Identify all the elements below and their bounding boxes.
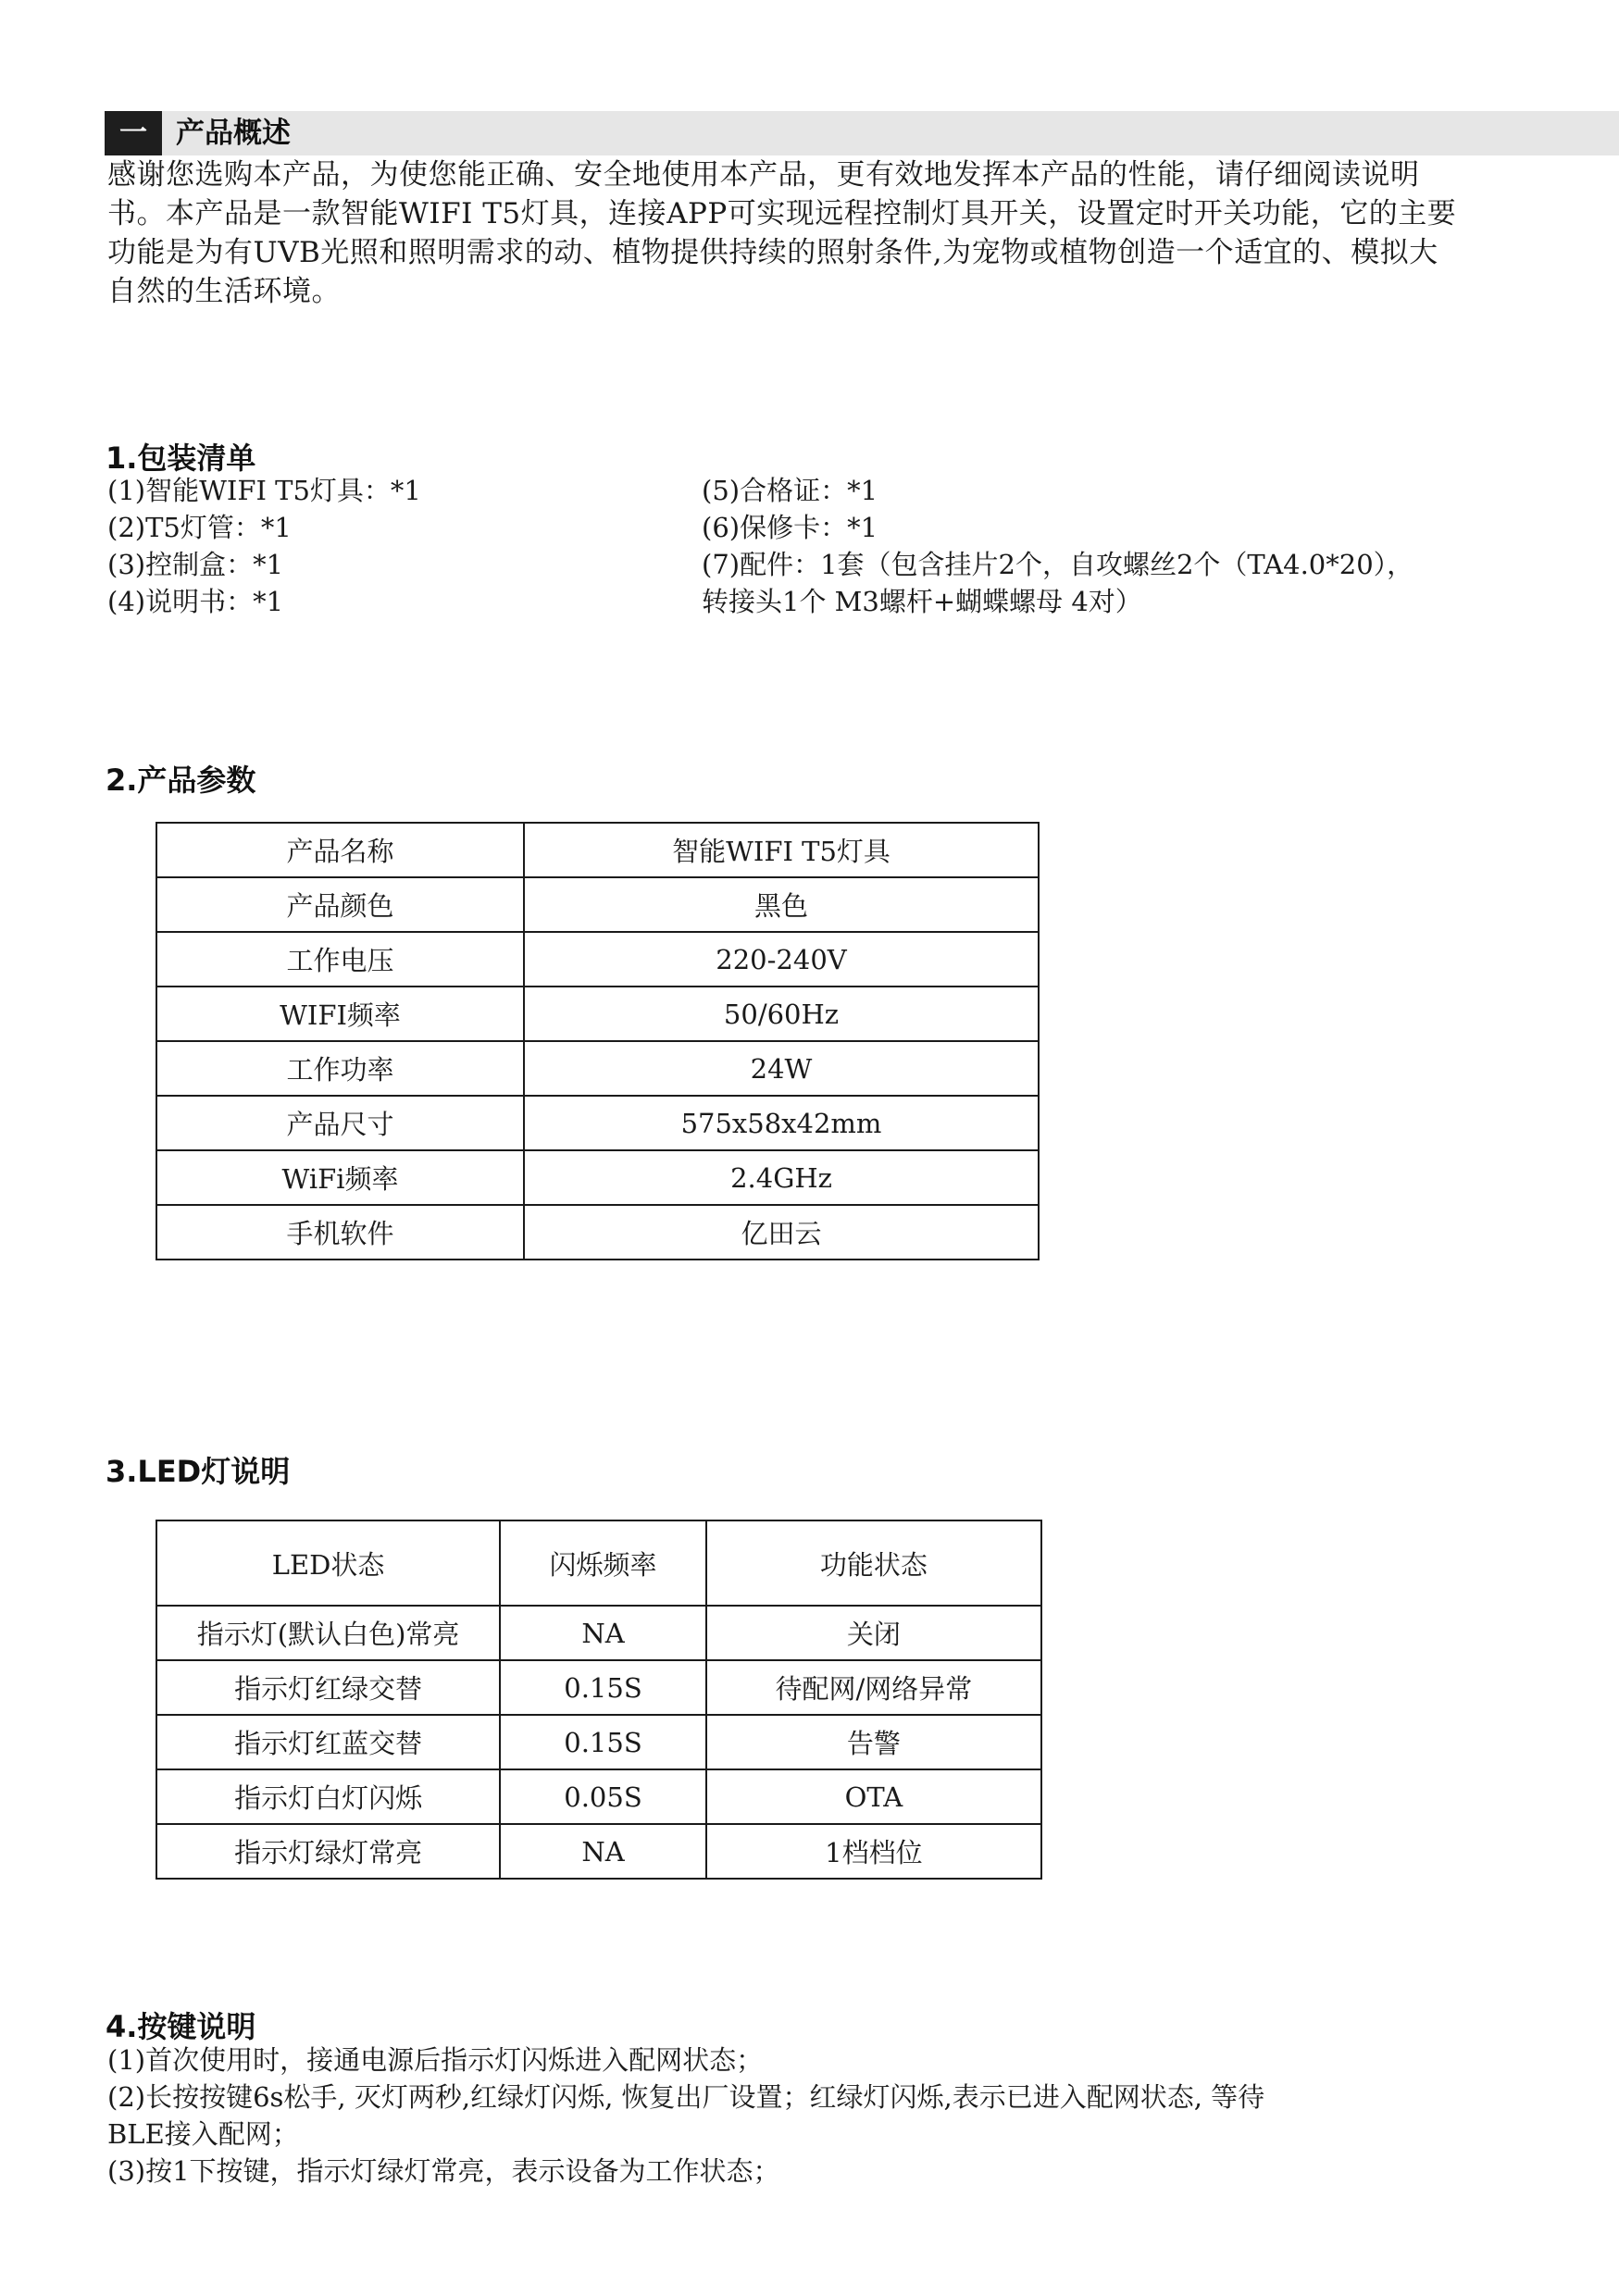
table-row xyxy=(156,1150,1039,1205)
table-row xyxy=(156,1096,1039,1150)
section-title: 产品概述 xyxy=(176,117,291,150)
param-value: 2.4GHz xyxy=(524,1150,1039,1205)
table-header-row xyxy=(156,1520,1041,1606)
param-value: 亿田云 xyxy=(524,1205,1039,1260)
packing-item: 转接头1个 M3螺杆+蝴蝶螺母 4对） xyxy=(702,586,1142,617)
param-value: 575x58x42mm xyxy=(524,1096,1039,1150)
overview-paragraph xyxy=(107,155,1514,311)
table-row xyxy=(156,823,1039,877)
function-state: 关闭 xyxy=(706,1606,1041,1660)
paragraph-line: 感谢您选购本产品，为使您能正确、安全地使用本产品，更有效地发挥本产品的性能，请仔细阅读说明 xyxy=(107,158,1420,192)
packing-item: (4)说明书：*1 xyxy=(107,586,284,617)
led-state: 指示灯红绿交替 xyxy=(156,1660,500,1715)
button-note: (3)按1下按键，指示灯绿灯常亮，表示设备为工作状态； xyxy=(107,2155,780,2187)
table-row xyxy=(156,1041,1039,1096)
blink-frequency: NA xyxy=(500,1824,706,1879)
packing-item: (2)T5灯管：*1 xyxy=(107,512,292,543)
blink-frequency: 0.05S xyxy=(500,1769,706,1824)
packing-item: (1)智能WIFI T5灯具：*1 xyxy=(107,475,421,506)
param-label: 工作电压 xyxy=(156,932,524,987)
function-state: 1档档位 xyxy=(706,1824,1041,1879)
table-row xyxy=(156,1824,1041,1879)
packing-left-column xyxy=(107,472,421,620)
param-label: WiFi频率 xyxy=(156,1150,524,1205)
blink-frequency: NA xyxy=(500,1606,706,1660)
blink-frequency: 0.15S xyxy=(500,1660,706,1715)
button-note: (2)长按按键6s松手, 灭灯两秒,红绿灯闪烁, 恢复出厂设置；红绿灯闪烁,表示已进入配网状态, 等待 xyxy=(107,2081,1265,2113)
paragraph-line: 书。本产品是一款智能WIFI T5灯具，连接APP可实现远程控制灯具开关，设置定时开关功能，它的主要 xyxy=(107,197,1457,230)
function-state: OTA xyxy=(706,1769,1041,1824)
column-header: LED状态 xyxy=(156,1520,500,1606)
param-value: 智能WIFI T5灯具 xyxy=(524,823,1039,877)
params-table xyxy=(156,822,1040,1260)
packing-right-column xyxy=(702,472,1414,620)
section-header-bar xyxy=(105,111,1619,155)
param-label: 产品颜色 xyxy=(156,877,524,932)
table-row xyxy=(156,877,1039,932)
table-row xyxy=(156,1715,1041,1769)
column-header: 闪烁频率 xyxy=(500,1520,706,1606)
param-value: 50/60Hz xyxy=(524,987,1039,1041)
packing-heading: 1.包装清单 xyxy=(106,441,256,476)
table-row xyxy=(156,1205,1039,1260)
param-label: 工作功率 xyxy=(156,1041,524,1096)
led-state: 指示灯红蓝交替 xyxy=(156,1715,500,1769)
blink-frequency: 0.15S xyxy=(500,1715,706,1769)
led-state: 指示灯白灯闪烁 xyxy=(156,1769,500,1824)
packing-item: (7)配件：1套（包含挂片2个，自攻螺丝2个（TA4.0*20）， xyxy=(702,549,1414,580)
button-note: (1)首次使用时，接通电源后指示灯闪烁进入配网状态； xyxy=(107,2044,764,2076)
led-heading: 3.LED灯说明 xyxy=(106,1454,291,1489)
table-row xyxy=(156,1660,1041,1715)
param-label: 产品名称 xyxy=(156,823,524,877)
led-state: 指示灯(默认白色)常亮 xyxy=(156,1606,500,1660)
param-label: WIFI频率 xyxy=(156,987,524,1041)
paragraph-line: 功能是为有UVB光照和照明需求的动、植物提供持续的照射条件,为宠物或植物创造一个适宜的、模拟大 xyxy=(107,236,1438,269)
param-value: 220-240V xyxy=(524,932,1039,987)
button-note: BLE接入配网； xyxy=(107,2118,299,2150)
param-value: 黑色 xyxy=(524,877,1039,932)
led-table xyxy=(156,1520,1042,1880)
params-heading: 2.产品参数 xyxy=(106,763,256,798)
table-row xyxy=(156,932,1039,987)
param-label: 手机软件 xyxy=(156,1205,524,1260)
table-row xyxy=(156,987,1039,1041)
led-state: 指示灯绿灯常亮 xyxy=(156,1824,500,1879)
table-row xyxy=(156,1769,1041,1824)
paragraph-line: 自然的生活环境。 xyxy=(107,275,341,308)
packing-item: (6)保修卡：*1 xyxy=(702,512,878,543)
buttons-heading: 4.按键说明 xyxy=(106,2009,256,2044)
function-state: 待配网/网络异常 xyxy=(706,1660,1041,1715)
param-value: 24W xyxy=(524,1041,1039,1096)
function-state: 告警 xyxy=(706,1715,1041,1769)
table-row xyxy=(156,1606,1041,1660)
column-header: 功能状态 xyxy=(706,1520,1041,1606)
packing-item: (3)控制盒：*1 xyxy=(107,549,284,580)
packing-item: (5)合格证：*1 xyxy=(702,475,878,506)
param-label: 产品尺寸 xyxy=(156,1096,524,1150)
buttons-list xyxy=(107,2042,1264,2190)
section-number: 一 xyxy=(105,111,162,155)
